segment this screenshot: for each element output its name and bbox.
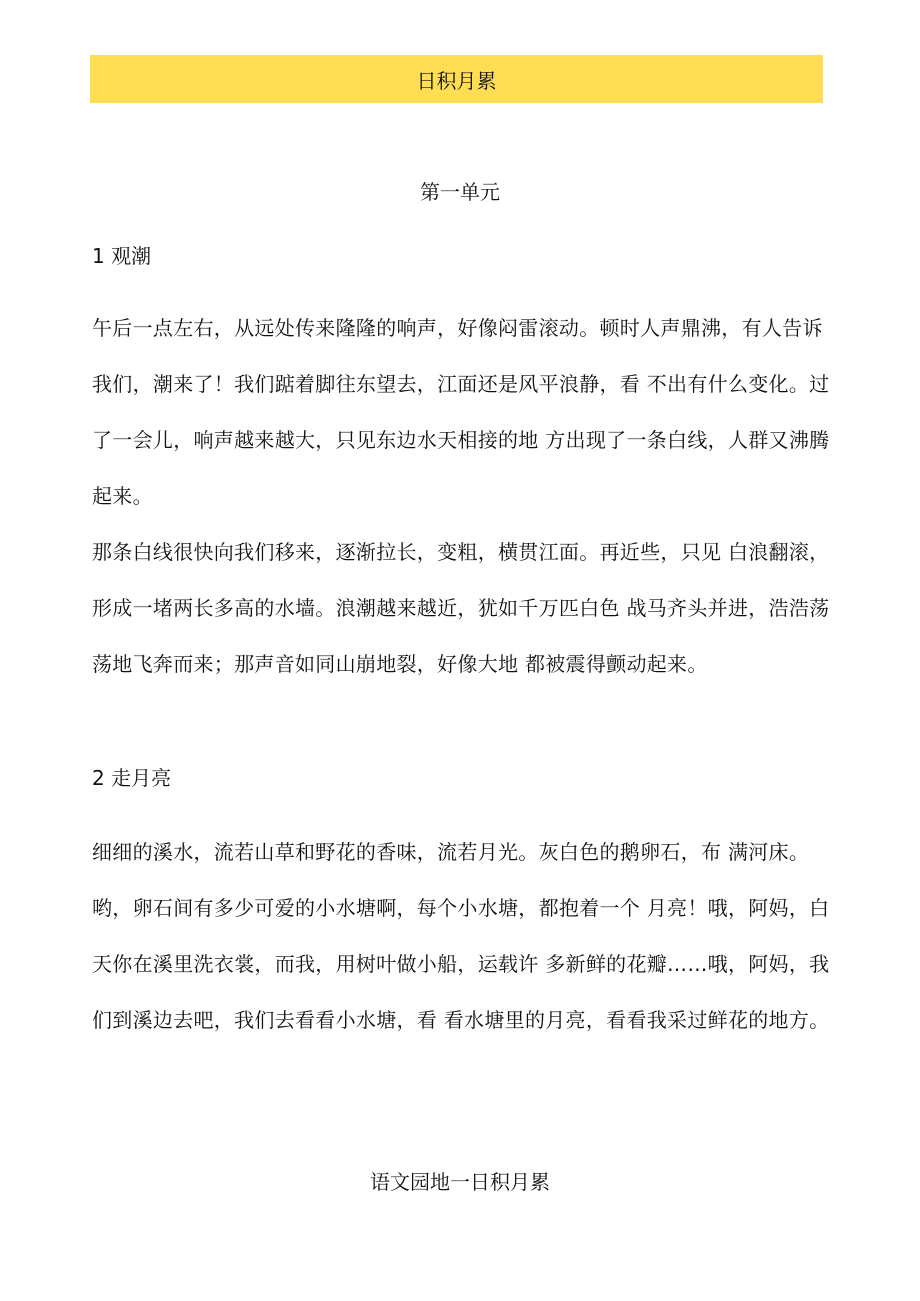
lesson-paragraph: 那条白线很快向我们移来，逐渐拉长，变粗，横贯江面。再近些，只见 白浪翻滚，形成一堵两长多高的水墙。浪潮越来越近，犹如千万匹白色 战马齐头并进，浩浩荡荡地飞奔而来；那声音如同山崩地裂，好像大地 都被震得颤动起来。	[92, 540, 830, 676]
banner-title: 日积月累	[416, 68, 497, 93]
lesson-title: 2 走月亮	[92, 766, 172, 790]
lesson-paragraph: 午后一点左右，从远处传来隆隆的响声，好像闷雷滚动。顿时人声鼎沸，有人告诉我们，潮来了！我们踮着脚往东望去，江面还是风平浪静，看 不出有什么变化。过了一会儿，响声越来越大，只见东边水天相接的地 方出现了一条白线，人群又沸腾起来。	[92, 316, 830, 508]
lesson-paragraph: 细细的溪水，流若山草和野花的香味，流若月光。灰白色的鹅卵石，布 满河床。哟，卵石间有多少可爱的小水塘啊，每个小水塘，都抱着一个 月亮！哦，阿妈，白天你在溪里洗衣裳，而我，用树叶做小船，运载许 多新鲜的花瓣……哦，阿妈，我们到溪边去吧，我们去看看小水塘，看 看水塘里的月亮，看看我采过鲜花的地方。	[92, 840, 830, 1032]
unit-title: 第一单元	[420, 180, 500, 204]
section-footer-title: 语文园地一日积月累	[370, 1170, 550, 1194]
lesson-title: 1 观潮	[92, 244, 152, 268]
banner	[90, 55, 823, 103]
